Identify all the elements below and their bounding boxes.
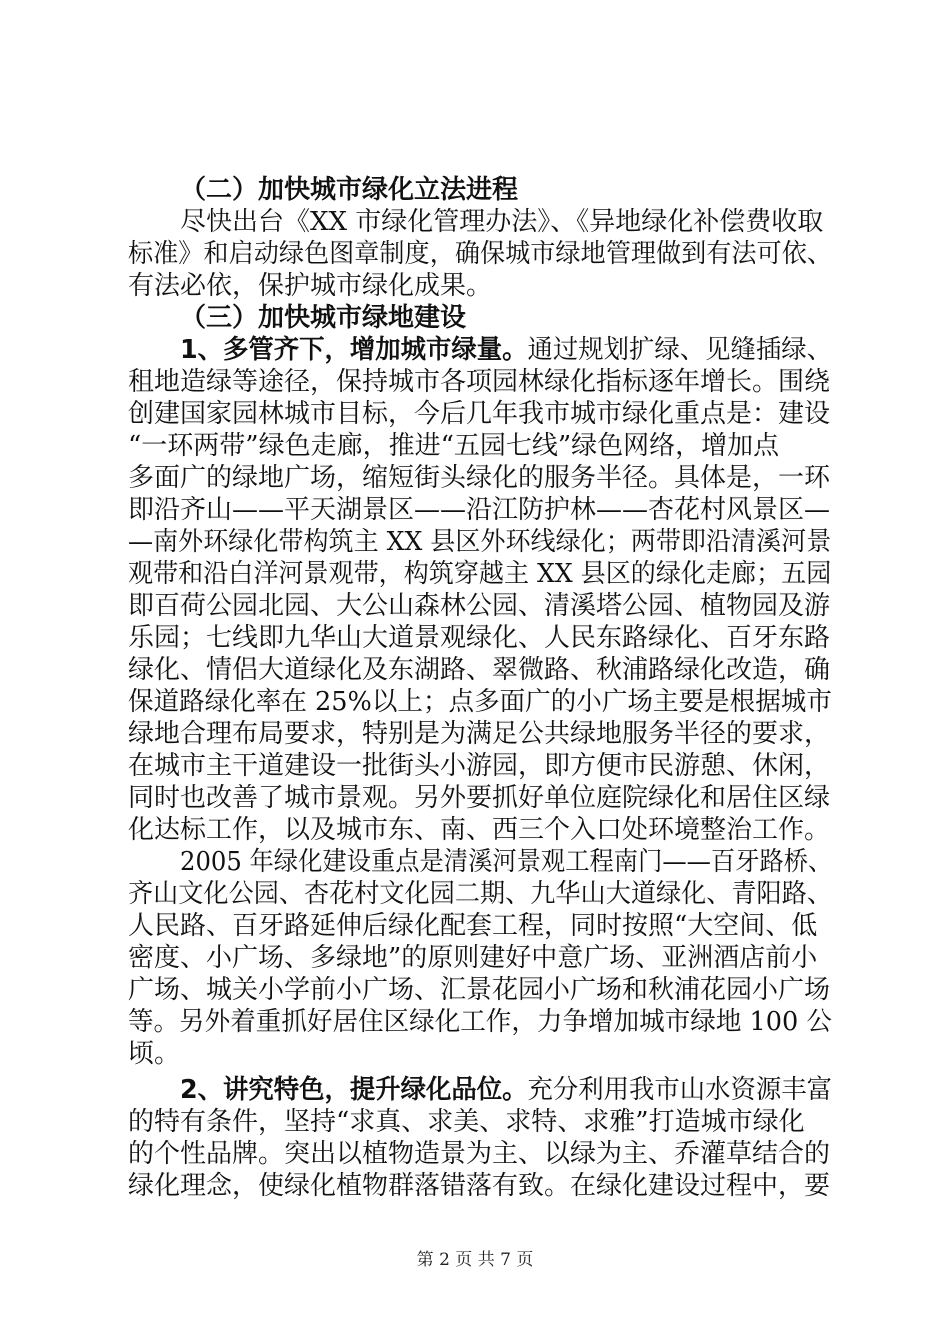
section-heading-3: （三）加快城市绿地建设 bbox=[180, 303, 467, 333]
subsection-2-title: 2、讲究特色，提升绿化品位。 bbox=[180, 1075, 528, 1105]
subsection-1-title: 1、多管齐下，增加城市绿量。 bbox=[180, 335, 528, 365]
paragraph-line: 等。另外着重抓好居住区绿化工作，力争增加城市绿地 100 公 bbox=[128, 1007, 832, 1037]
paragraph-line: 在城市主干道建设一批街头小游园，即方便市民游憩、休闲， bbox=[128, 751, 831, 781]
paragraph-line: 标准》和启动绿色图章制度，确保城市绿地管理做到有法可依、 bbox=[128, 239, 832, 269]
paragraph-line: 观带和沿白洋河景观带，构筑穿越主 XX 县区的绿化走廊；五园 bbox=[128, 559, 832, 589]
paragraph-line: 同时也改善了城市景观。另外要抓好单位庭院绿化和居住区绿 bbox=[128, 783, 831, 813]
paragraph-line: 化达标工作，以及城市东、南、西三个入口处环境整治工作。 bbox=[128, 815, 831, 845]
paragraph-line: 尽快出台《XX 市绿化管理办法》、《异地绿化补偿费收取 bbox=[180, 207, 824, 237]
paragraph-line: 多面广的绿地广场，缩短街头绿化的服务半径。具体是，一环 bbox=[128, 463, 831, 493]
page-footer: 第 2 页 共 7 页 bbox=[416, 1250, 534, 1270]
paragraph-line: 绿地合理布局要求，特别是为满足公共绿地服务半径的要求， bbox=[128, 719, 831, 749]
paragraph-line: 绿化理念，使绿化植物群落错落有致。在绿化建设过程中，要 bbox=[128, 1171, 831, 1201]
paragraph-line: 密度、小广场、多绿地”的原则建好中意广场、亚洲酒店前小 bbox=[128, 943, 818, 973]
paragraph-line: 即沿齐山——平天湖景区——沿江防护林——杏花村风景区— bbox=[128, 495, 831, 525]
paragraph-line: 绿化、情侣大道绿化及东湖路、翠微路、秋浦路绿化改造，确 bbox=[128, 655, 831, 685]
paragraph-line: 保道路绿化率在 25%以上；点多面广的小广场主要是根据城市 bbox=[128, 687, 832, 717]
paragraph-line: 齐山文化公园、杏花村文化园二期、九华山大道绿化、青阳路、 bbox=[128, 879, 832, 909]
paragraph-line: 创建国家园林城市目标，今后几年我市城市绿化重点是：建设 bbox=[128, 399, 831, 429]
paragraph-line: 人民路、百牙路延伸后绿化配套工程，同时按照“大空间、低 bbox=[128, 911, 818, 941]
paragraph-line: 租地造绿等途径，保持城市各项园林绿化指标逐年增长。围绕 bbox=[128, 367, 831, 397]
paragraph-line: 2005 年绿化建设重点是清溪河景观工程南门——百牙路桥、 bbox=[180, 847, 833, 877]
paragraph-line: 顷。 bbox=[128, 1039, 181, 1069]
paragraph-line: 有法必依，保护城市绿化成果。 bbox=[128, 271, 493, 301]
paragraph-line: 广场、城关小学前小广场、汇景花园小广场和秋浦花园小广场 bbox=[128, 975, 831, 1005]
subsection-2-first-line bbox=[180, 1076, 832, 1110]
section-heading-2: （二）加快城市绿化立法进程 bbox=[180, 175, 519, 205]
paragraph-line: 乐园；七线即九华山大道景观绿化、人民东路绿化、百牙东路 bbox=[128, 623, 831, 653]
paragraph-text: 通过规划扩绿、见缝插绿、 bbox=[527, 335, 833, 365]
paragraph-line: 的个性品牌。突出以植物造景为主、以绿为主、乔灌草结合的 bbox=[128, 1139, 831, 1169]
paragraph-line: “一环两带”绿色走廊，推进“五园七线”绿色网络，增加点 bbox=[128, 431, 780, 461]
paragraph-text: 充分利用我市山水资源丰富 bbox=[527, 1075, 833, 1105]
paragraph-line: —南外环绿化带构筑主 XX 县区外环线绿化；两带即沿清溪河景 bbox=[128, 527, 832, 557]
paragraph-line: 的特有条件，坚持“求真、求美、求特、求雅”打造城市绿化 bbox=[128, 1107, 805, 1137]
paragraph-line: 即百荷公园北园、大公山森林公园、清溪塔公园、植物园及游 bbox=[128, 591, 831, 621]
subsection-1-first-line bbox=[180, 336, 832, 370]
